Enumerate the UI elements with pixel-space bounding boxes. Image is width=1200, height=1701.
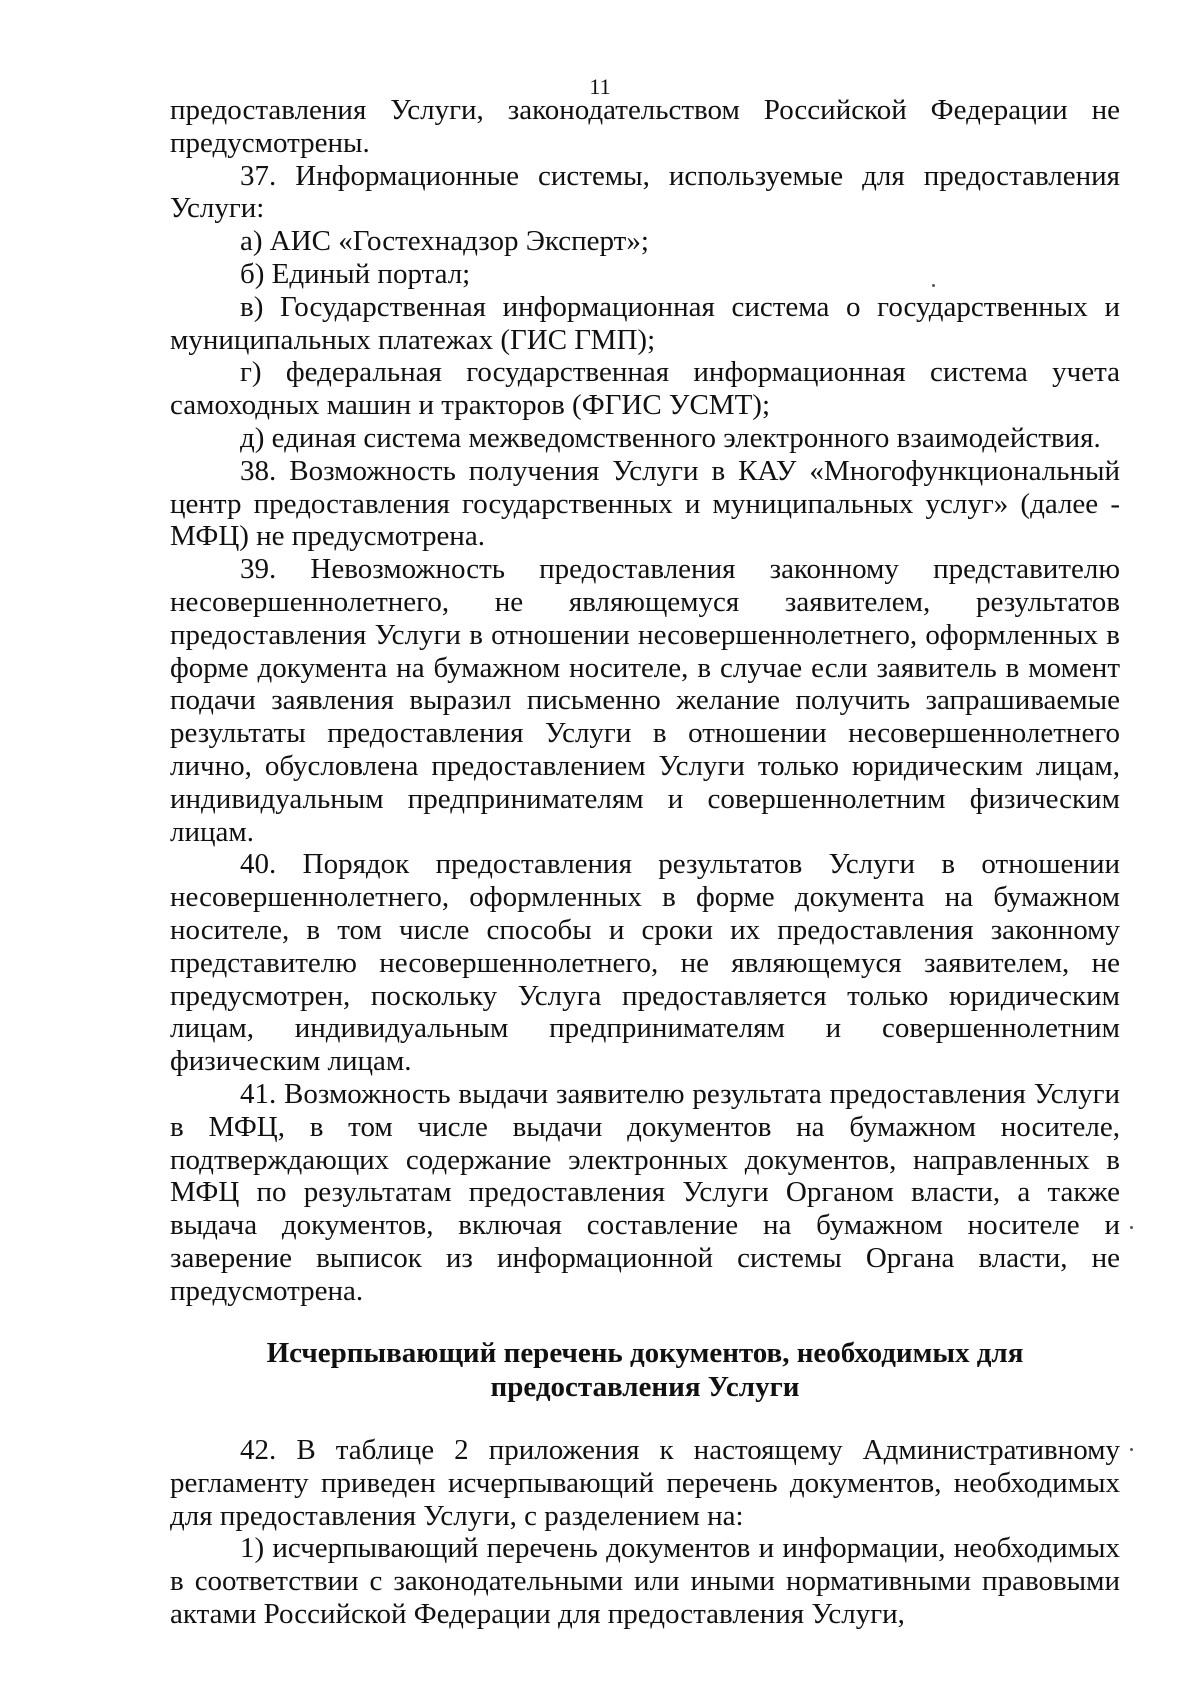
body-text-block-2: [170, 1434, 1120, 1631]
section-heading: [170, 1336, 1120, 1404]
paragraph-37: 37. Информационные системы, используемые для предоставления Услуги:: [170, 159, 1120, 225]
scan-speck: [932, 284, 935, 287]
list-item-g: г) федеральная государственная информационная система учета самоходных машин и тракторов (ФГИС УСМТ);: [170, 356, 1120, 422]
paragraph-41: 41. Возможность выдачи заявителю результата предоставления Услуги в МФЦ, в том числе выдачи документов на бумажном носителе, подтверждающих содержание электронных документов, направленных в МФЦ по результатам предоставления Услуги Органом власти, а также выдача документов, включая составление на бумажном носителе и заверение выписок из информационной системы Органа власти, не предусмотрена.: [170, 1077, 1120, 1307]
section-heading-line-2: предоставления Услуги: [490, 1371, 800, 1403]
scan-speck: [1130, 1226, 1133, 1229]
paragraph-39: 39. Невозможность предоставления законному представителю несовершеннолетнего, не являющемуся заявителем, результатов предоставления Услуги в отношении несовершеннолетнего, оформленных в форме документа на бумажном носителе, в случае если заявитель в момент подачи заявления выразил письменно желание получить запрашиваемые результаты предоставления Услуги в отношении несовершеннолетнего лично, обусловлена предоставлением Услуги только юридическим лицам, индивидуальным предпринимателям и совершеннолетним физическим лицам.: [170, 553, 1120, 848]
scan-speck: [1130, 1448, 1133, 1451]
list-item-v: в) Государственная информационная система о государственных и муниципальных платежах (ГИС ГМП);: [170, 290, 1120, 356]
body-text-block-1: [170, 94, 1120, 1307]
list-item-1: 1) исчерпывающий перечень документов и информации, необходимых в соответствии с законодательными или иными нормативными правовыми актами Российской Федерации для предоставления Услуги,: [170, 1532, 1120, 1630]
page-number: 11: [589, 74, 611, 99]
paragraph-40: 40. Порядок предоставления результатов Услуги в отношении несовершеннолетнего, оформленных в форме документа на бумажном носителе, в том числе способы и сроки их предоставления законному представителю несовершеннолетнего, не являющемуся заявителем, не предусмотрен, поскольку Услуга предоставляется только юридическим лицам, индивидуальным предпринимателям и совершеннолетним физическим лицам.: [170, 848, 1120, 1078]
section-heading-line-1: Исчерпывающий перечень документов, необходимых для: [266, 1337, 1024, 1369]
list-item-a: а) АИС «Гостехнадзор Эксперт»;: [240, 225, 649, 258]
list-item-d: д) единая система межведомственного электронного взаимодействия.: [240, 421, 1101, 454]
paragraph-38: 38. Возможность получения Услуги в КАУ «Многофункциональный центр предоставления государственных и муниципальных услуг» (далее - МФЦ) не предусмотрена.: [170, 454, 1120, 553]
paragraph-42: 42. В таблице 2 приложения к настоящему Административному регламенту приведен исчерпывающий перечень документов, необходимых для предоставления Услуги, с разделением на:: [170, 1434, 1120, 1532]
paragraph-continuation: предоставления Услуги, законодательством Российской Федерации не предусмотрены.: [170, 94, 1120, 159]
list-item-b: б) Единый портал;: [240, 257, 471, 290]
